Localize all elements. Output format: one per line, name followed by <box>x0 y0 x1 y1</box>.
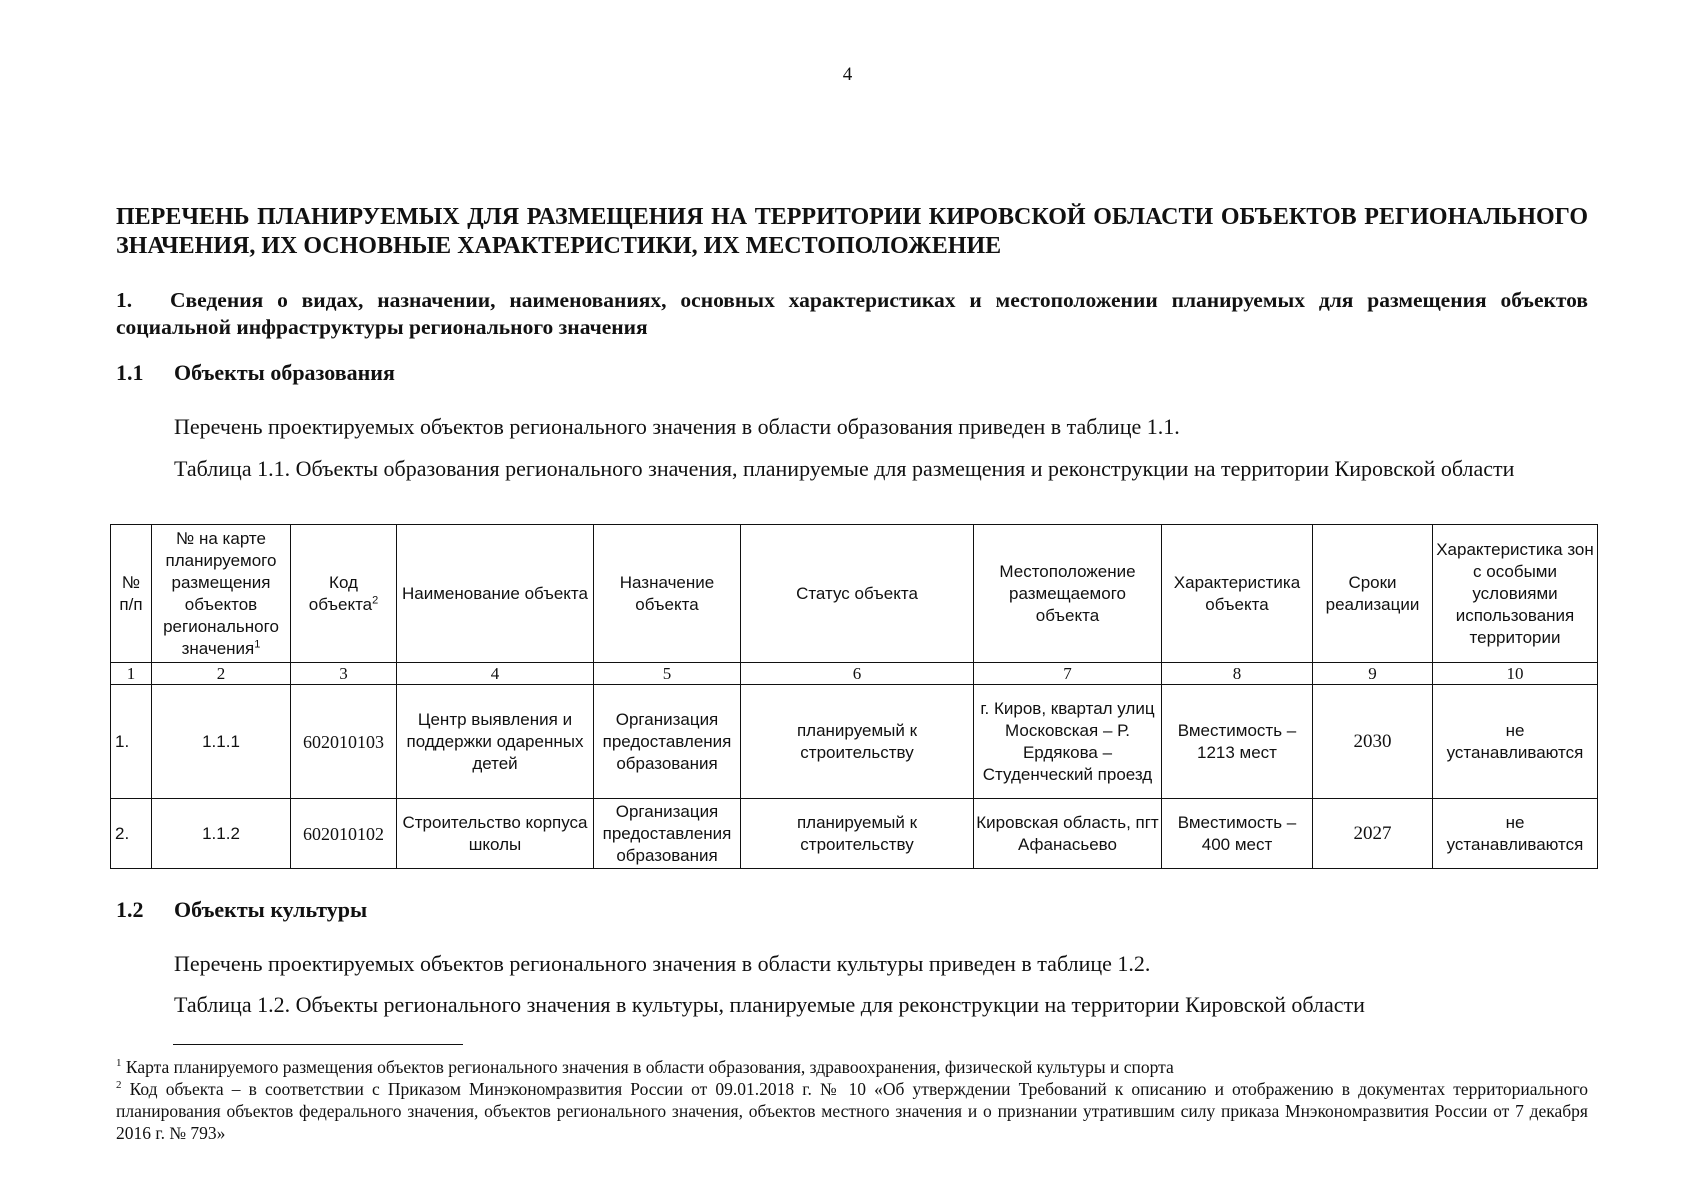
cell-name: Строительство корпуса школы <box>397 799 594 869</box>
column-numbers-row <box>111 663 1598 685</box>
header-num: № п/п <box>111 525 152 663</box>
cell-map-num: 1.1.1 <box>152 685 291 799</box>
page-number: 4 <box>842 64 853 85</box>
cell-purpose: Организация предоставления образования <box>594 685 741 799</box>
column-number: 9 <box>1313 663 1433 685</box>
table-row <box>111 685 1598 799</box>
cell-status: планируемый к строительству <box>741 685 974 799</box>
section-1-2-intro: Перечень проектируемых объектов регионального значения в области культуры приведен в таблице 1.2. <box>174 951 1151 976</box>
footnote-2-mark: 2 <box>116 1079 122 1092</box>
column-number: 4 <box>397 663 594 685</box>
cell-num: 1. <box>111 685 152 799</box>
cell-terms: 2027 <box>1313 799 1433 869</box>
table-header-row <box>111 525 1598 663</box>
footnote-1-text: Карта планируемого размещения объектов регионального значения в области образования, здравоохранения, физической культуры и спорта <box>125 1057 1174 1077</box>
cell-name: Центр выявления и поддержки одаренных детей <box>397 685 594 799</box>
header-purpose: Назначение объекта <box>594 525 741 663</box>
education-objects-table <box>110 524 1598 869</box>
table-row <box>111 799 1598 869</box>
column-number: 3 <box>291 663 397 685</box>
header-location: Местоположение размещаемого объекта <box>974 525 1162 663</box>
document-title: ПЕРЕЧЕНЬ ПЛАНИРУЕМЫХ ДЛЯ РАЗМЕЩЕНИЯ НА ТЕРРИТОРИИ КИРОВСКОЙ ОБЛАСТИ ОБЪЕКТОВ РЕГИОНАЛЬНОГО ЗНАЧЕНИЯ, ИХ ОСНОВНЫЕ ХАРАКТЕРИСТИКИ, ИХ МЕСТОПОЛОЖЕНИЕ <box>116 204 1588 259</box>
header-characteristic: Характеристика объекта <box>1162 525 1313 663</box>
cell-characteristic: Вместимость – 400 мест <box>1162 799 1313 869</box>
footnote-1-mark: 1 <box>116 1057 122 1070</box>
footnote-2 <box>116 1078 1588 1144</box>
column-number: 7 <box>974 663 1162 685</box>
table-1-1-caption: Таблица 1.1. Объекты образования регионального значения, планируемые для размещения и реконструкции на территории Кировской области <box>174 456 1515 481</box>
column-number: 10 <box>1433 663 1598 685</box>
section-1-number: 1. <box>116 288 133 312</box>
column-number: 1 <box>111 663 152 685</box>
section-1-2-heading <box>116 897 367 923</box>
section-1-2-title: Объекты культуры <box>174 897 368 922</box>
header-terms: Сроки реализации <box>1313 525 1433 663</box>
header-map-num: № на карте планируемого размещения объектов регионального значения$^1$ <box>152 525 291 663</box>
section-1-2-number: 1.2 <box>116 897 144 922</box>
cell-code: 602010102 <box>291 799 397 869</box>
cell-terms: 2030 <box>1313 685 1433 799</box>
column-number: 8 <box>1162 663 1313 685</box>
column-number: 5 <box>594 663 741 685</box>
header-status: Статус объекта <box>741 525 974 663</box>
section-1-1-title: Объекты образования <box>174 360 395 385</box>
column-number: 2 <box>152 663 291 685</box>
cell-map-num: 1.1.2 <box>152 799 291 869</box>
cell-zones: не устанавливаются <box>1433 799 1598 869</box>
section-1-1-intro: Перечень проектируемых объектов регионального значения в области образования приведен в таблице 1.1. <box>174 414 1180 439</box>
footnote-2-text: Код объекта – в соответствии с Приказом Минэкономразвития России от 09.01.2018 г. № 10 «Об утверждении Требований к описанию и отображению в документах территориального планирования объектов федерального значения, объектов регионального значения, объектов местного значения и о признании утратившим силу приказа Мнэкономразвития России от 7 декабря 2016 г. № 793» <box>116 1079 1589 1143</box>
cell-num: 2. <box>111 799 152 869</box>
section-1-1-number: 1.1 <box>116 360 144 385</box>
cell-status: планируемый к строительству <box>741 799 974 869</box>
footnote-separator <box>173 1044 463 1045</box>
section-1-1-heading <box>116 360 395 386</box>
cell-zones: не устанавливаются <box>1433 685 1598 799</box>
section-1-heading <box>116 287 1588 341</box>
section-1-text: Сведения о видах, назначении, наименованиях, основных характеристиках и местоположении планируемых для размещения объектов социальной инфраструктуры регионального значения <box>116 288 1588 339</box>
header-name: Наименование объекта <box>397 525 594 663</box>
cell-purpose: Организация предоставления образования <box>594 799 741 869</box>
cell-code: 602010103 <box>291 685 397 799</box>
header-zones: Характеристика зон с особыми условиями использования территории <box>1433 525 1598 663</box>
cell-characteristic: Вместимость – 1213 мест <box>1162 685 1313 799</box>
cell-location: Кировская область, пгт Афанасьево <box>974 799 1162 869</box>
cell-location: г. Киров, квартал улиц Московская – Р. Ердякова – Студенческий проезд <box>974 685 1162 799</box>
footnotes <box>116 1056 1588 1144</box>
table-1-2-caption: Таблица 1.2. Объекты регионального значения в культуры, планируемые для реконструкции на территории Кировской области <box>174 992 1365 1017</box>
header-code: Код объекта$^2$ <box>291 525 397 663</box>
column-number: 6 <box>741 663 974 685</box>
footnote-1 <box>116 1056 1588 1078</box>
